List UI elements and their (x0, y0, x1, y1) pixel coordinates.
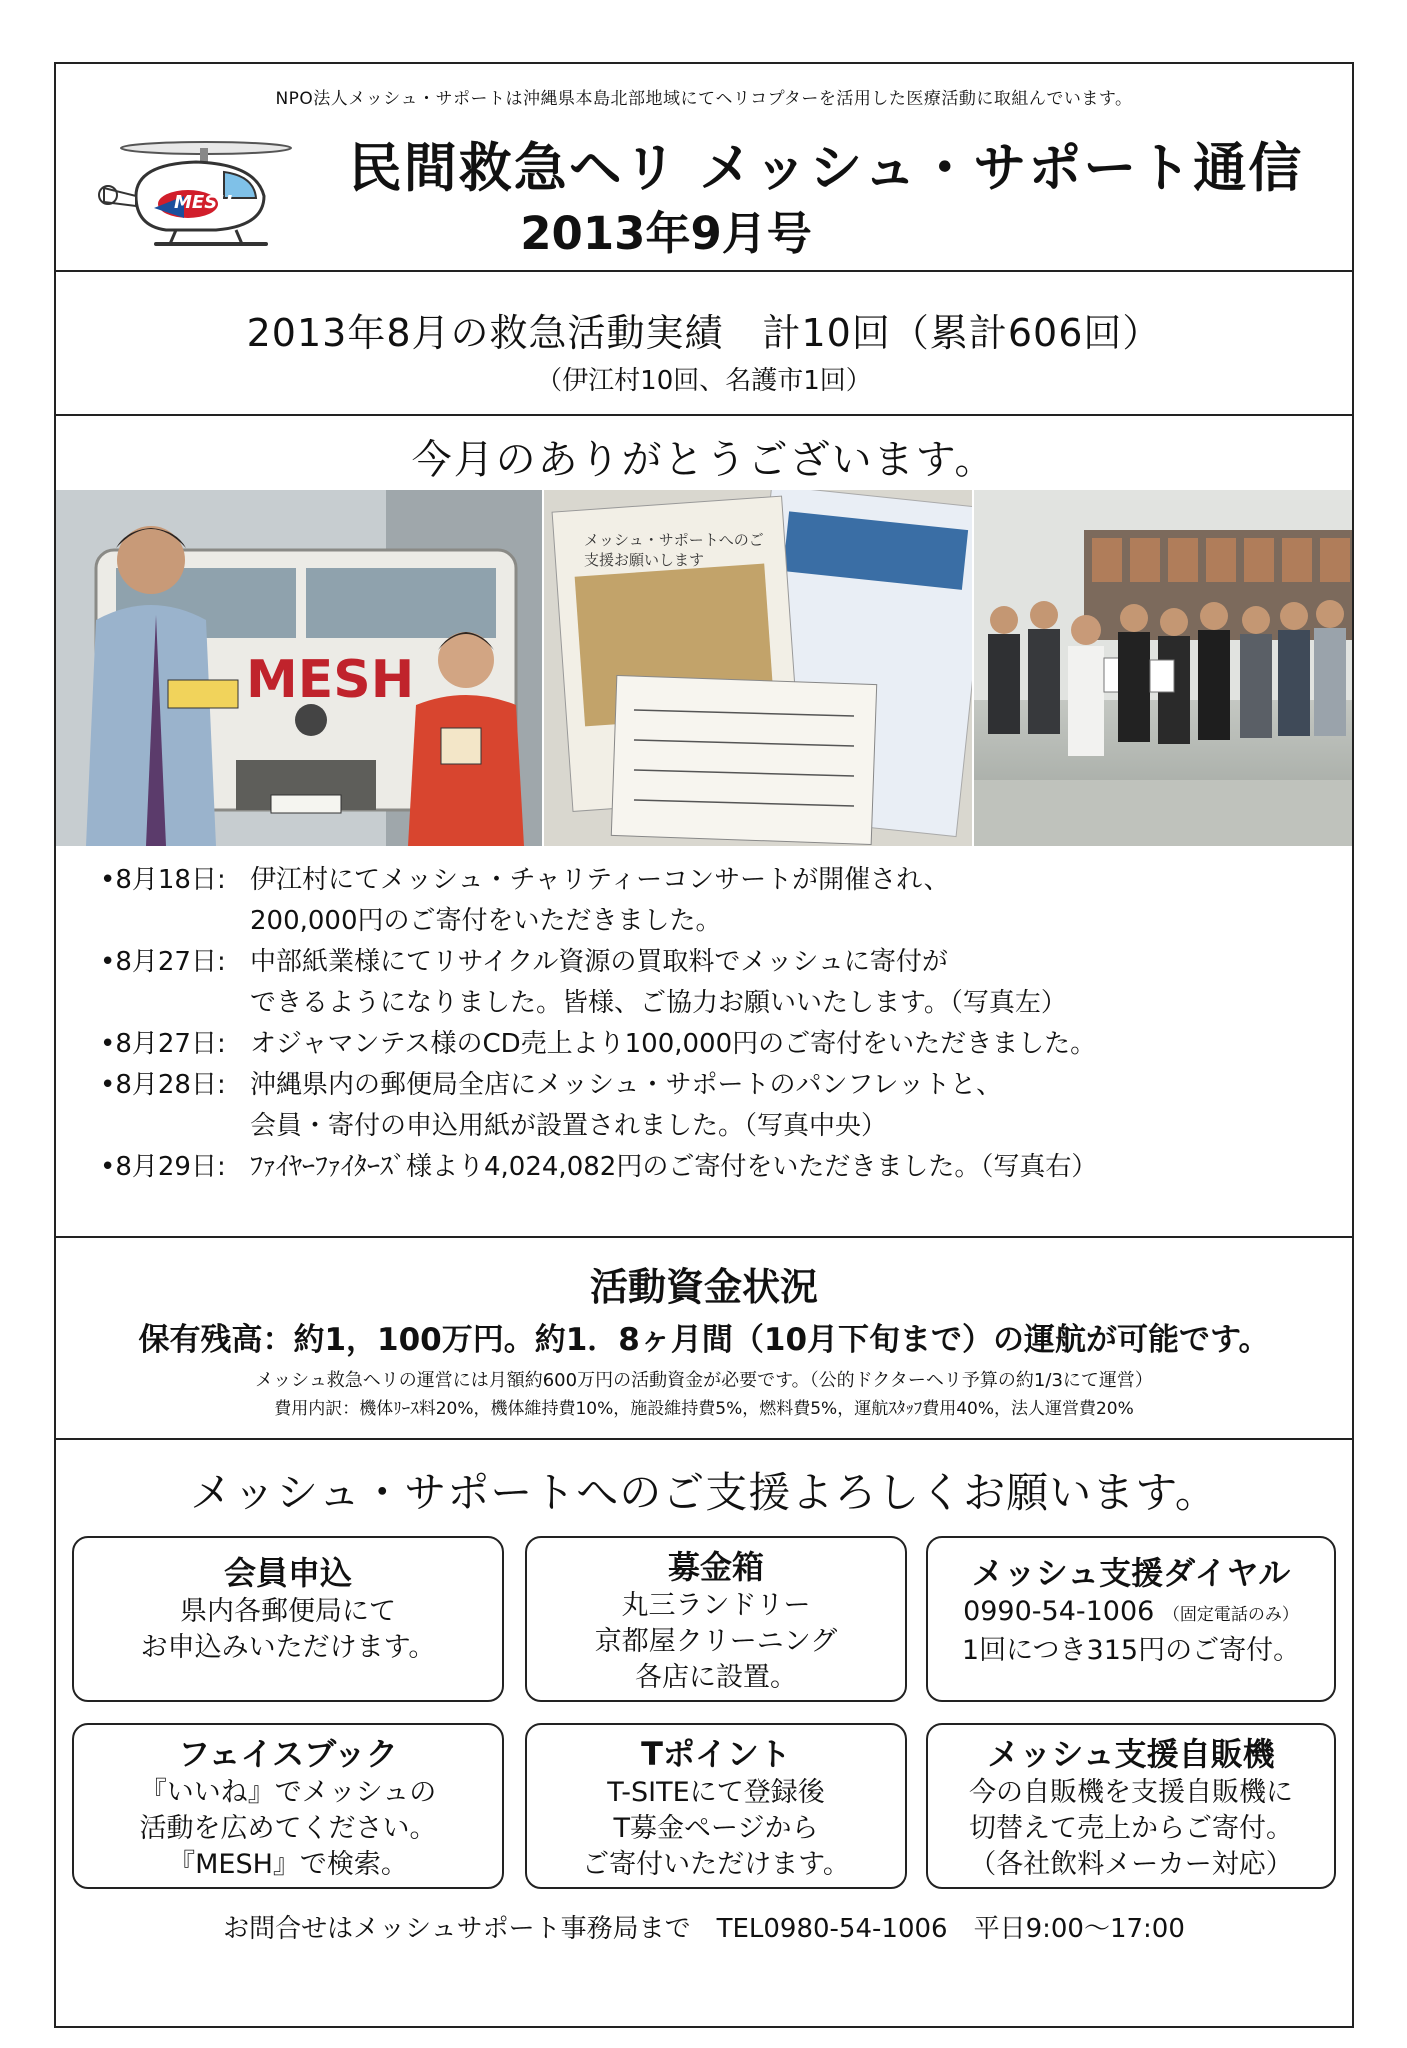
item-text-cont: できるようになりました。皆様、ご協力お願いいたします。（写真左） (250, 988, 1067, 1018)
dial-phone: 0990-54-1006 (963, 1596, 1155, 1627)
thanks-title: 今月のありがとうございます。 (411, 437, 997, 483)
header-note: NPO法人メッシュ・サポートは沖縄県本島北部地域にてヘリコプターを活用した医療活動に取組んでいます。 (275, 89, 1133, 109)
newsletter-title: 民間救急ヘリ メッシュ・サポート通信 (348, 138, 1304, 199)
divider (56, 270, 1352, 272)
support-box-vending (926, 1723, 1336, 1889)
box-line: 1回につき315円のご寄付。 (961, 1635, 1301, 1666)
issue-label: 2013年9月号 (520, 207, 812, 260)
item-text: オジャマンテス様のCD売上より100,000円のご寄付をいただきました。 (250, 1029, 1097, 1059)
support-box-donation-box (525, 1536, 907, 1702)
box-title: メッシュ支援自販機 (987, 1735, 1275, 1773)
item-text: ﾌｧｲﾔｰﾌｧｲﾀｰｽﾞ様より4,024,082円のご寄付をいただきました。（写真右） (250, 1152, 1098, 1182)
divider (56, 414, 1352, 416)
support-box-facebook (72, 1723, 504, 1889)
helicopter-logo-icon (96, 126, 296, 256)
item-text: 沖縄県内の郵便局全店にメッシュ・サポートのパンフレットと、 (250, 1070, 1003, 1100)
box-line: ご寄付いただけます。 (582, 1849, 850, 1880)
logo-text: MESH (174, 192, 233, 213)
box-title: 会員申込 (223, 1554, 352, 1592)
item-date: •8月28日: (100, 1070, 226, 1100)
box-line: 活動を広めてください。 (139, 1813, 437, 1844)
box-line: 県内各郵便局にて (180, 1596, 396, 1627)
activity-summary: 2013年8月の救急活動実績 計10回（累計606回） (246, 311, 1162, 355)
support-box-dial (926, 1536, 1336, 1702)
divider (56, 1236, 1352, 1238)
dial-phone-note: （固定電話のみ） (1162, 1605, 1299, 1625)
list-item (100, 1147, 1320, 1188)
box-line: 今の自販機を支援自販機に (969, 1777, 1293, 1808)
group-photo-illustration (974, 490, 1352, 846)
list-item (100, 860, 1320, 942)
support-box-tpoint (525, 1723, 907, 1889)
item-text-cont: 会員・寄付の申込用紙が設置されました。（写真中央） (250, 1111, 888, 1141)
box-line: T募金ページから (613, 1813, 819, 1844)
box-line: 丸三ランドリー (621, 1590, 811, 1621)
newsletter-frame (54, 62, 1354, 2028)
item-text: 中部紙業様にてリサイクル資源の買取料でメッシュに寄付が (250, 947, 948, 977)
box-line: 各店に設置。 (635, 1662, 797, 1693)
list-item (100, 1024, 1320, 1065)
box-line: 切替えて売上からご寄付。 (969, 1813, 1293, 1844)
contact-info: お問合せはメッシュサポート事務局まで TEL0980-54-1006 平日9:00～17:00 (223, 1914, 1185, 1944)
funds-breakdown: 費用内訳：機体ﾘｰｽ料20%，機体維持費10%，施設維持費5%，燃料費5%，運航ｽﾀｯﾌ費用40%，法人運営費20% (274, 1399, 1134, 1419)
box-title: フェイスブック (178, 1735, 398, 1773)
item-date: •8月18日: (100, 865, 226, 895)
box-line: （各社飲料メーカー対応） (969, 1849, 1293, 1880)
box-title: 募金箱 (667, 1548, 764, 1586)
flyer-text: メッシュ・サポートへのご支援お願いします (584, 531, 764, 569)
support-box-membership (72, 1536, 504, 1702)
divider (56, 1438, 1352, 1440)
photo-right (974, 490, 1352, 846)
list-item (100, 1065, 1320, 1147)
item-date: •8月29日: (100, 1152, 226, 1182)
funds-balance: 保有残高：約1，100万円。約1．8ヶ月間（10月下旬まで）の運航が可能です。 (138, 1322, 1270, 1358)
box-title: Tポイント (641, 1735, 791, 1773)
photo-center (544, 490, 972, 846)
box-line: お申込みいただけます。 (140, 1632, 436, 1663)
funds-note: メッシュ救急ヘリの運営には月額約600万円の活動資金が必要です。（公的ドクターヘリ予算の約1/3にて運営） (255, 1370, 1153, 1391)
truck-mesh-text: MESH (246, 650, 415, 710)
activity-breakdown: （伊江村10回、名護市1回） (536, 366, 872, 396)
box-line: 『MESH』で検索。 (168, 1849, 408, 1880)
thanks-list (100, 860, 1320, 1188)
funds-title: 活動資金状況 (589, 1265, 818, 1309)
item-text-cont: 200,000円のご寄付をいただきました。 (250, 906, 722, 936)
box-line: 京都屋クリーニング (594, 1626, 838, 1657)
box-line: 『いいね』でメッシュの (139, 1777, 437, 1808)
list-item (100, 942, 1320, 1024)
item-text: 伊江村にてメッシュ・チャリティーコンサートが開催され、 (250, 865, 950, 895)
box-title: メッシュ支援ダイヤル (971, 1554, 1291, 1592)
support-title: メッシュ・サポートへのご支援よろしくお願います。 (190, 1468, 1218, 1517)
item-date: •8月27日: (100, 1029, 226, 1059)
item-date: •8月27日: (100, 947, 226, 977)
box-line: T-SITEにて登録後 (607, 1777, 825, 1808)
photo-left (56, 490, 542, 846)
